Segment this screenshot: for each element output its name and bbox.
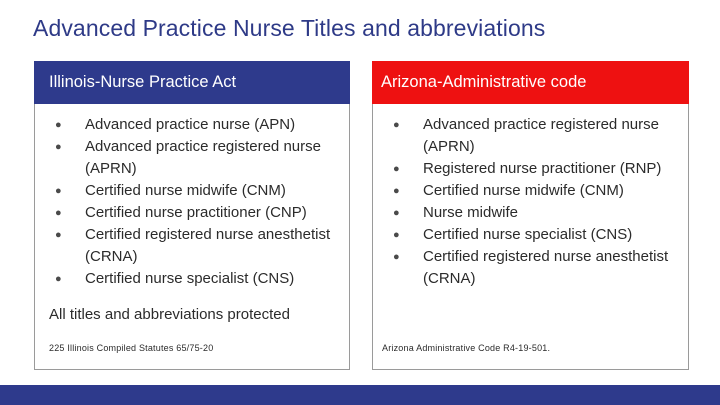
arizona-panel — [372, 61, 689, 370]
bullet-icon: ● — [393, 207, 400, 219]
list-item: ● Registered nurse practitioner (RNP) — [390, 158, 680, 180]
list-item: ● Nurse midwife — [390, 202, 680, 224]
protection-note: All titles and abbreviations protected — [49, 306, 290, 323]
bullet-icon: ● — [55, 119, 62, 131]
list-item: ● Certified registered nurse anesthetist (CRNA) — [393, 248, 669, 287]
bullet-icon: ● — [55, 273, 62, 285]
list-item: ● Advanced practice registered nurse (APRN) — [393, 116, 659, 155]
bullet-icon: ● — [393, 251, 400, 263]
list-item: ● Certified nurse specialist (CNS) — [390, 224, 680, 246]
slide-title: Advanced Practice Nurse Titles and abbreviations — [33, 15, 546, 41]
bullet-icon: ● — [393, 229, 400, 241]
list-item: ● Certified nurse practitioner (CNP) — [52, 202, 341, 224]
bullet-icon: ● — [55, 229, 62, 241]
bullet-icon: ● — [55, 141, 62, 153]
bullet-icon: ● — [393, 185, 400, 197]
bullet-icon: ● — [55, 185, 62, 197]
illinois-panel — [34, 61, 350, 370]
list-item: ● Advanced practice nurse (APN) — [52, 114, 341, 136]
arizona-panel-header: Arizona-Administrative code — [372, 61, 689, 104]
list-item: ● Certified nurse midwife (CNM) — [52, 180, 341, 202]
illinois-source-citation: 225 Illinois Compiled Statutes 65/75-20 — [49, 343, 214, 353]
bullet-icon: ● — [55, 207, 62, 219]
list-item: ● Certified registered nurse anesthetist (CRNA) — [55, 226, 331, 265]
arizona-source-citation: Arizona Administrative Code R4-19-501. — [382, 343, 551, 353]
arizona-title-list — [390, 114, 680, 290]
list-item: ● Certified nurse midwife (CNM) — [390, 180, 680, 202]
list-item: ● Advanced practice registered nurse (APRN) — [55, 138, 321, 177]
list-item: ● Certified nurse specialist (CNS) — [52, 268, 341, 290]
bullet-icon: ● — [393, 119, 400, 131]
footer-bar — [0, 385, 720, 405]
illinois-panel-header: Illinois-Nurse Practice Act — [34, 61, 350, 104]
bullet-icon: ● — [393, 163, 400, 175]
illinois-title-list — [52, 114, 341, 290]
